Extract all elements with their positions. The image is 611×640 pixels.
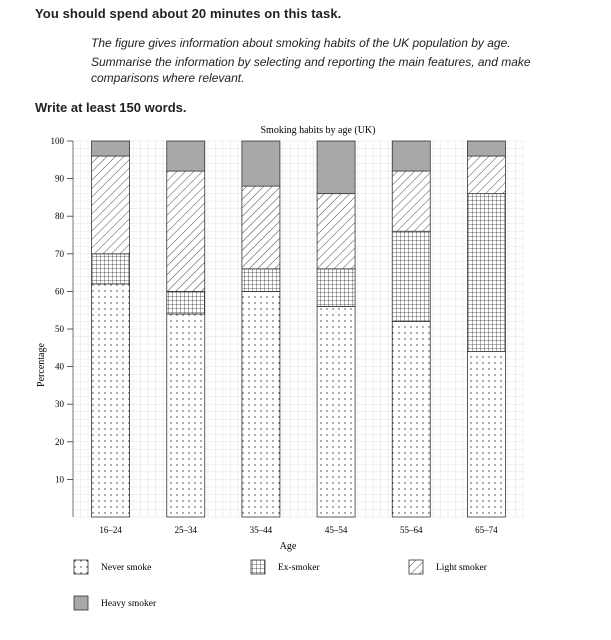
y-axis	[51, 136, 74, 517]
bar-ex-smoker-5	[392, 231, 430, 321]
task-instruction: You should spend about 20 minutes on this task.	[35, 6, 342, 21]
bar-light-smoker-5	[392, 171, 430, 231]
legend-label: Never smoke	[101, 563, 152, 573]
y-tick-label: 60	[55, 286, 64, 297]
bar-heavy-smoker-5	[392, 141, 430, 171]
word-requirement: Write at least 150 words.	[35, 100, 187, 115]
x-tick-label: 65–74	[475, 525, 498, 535]
bar-light-smoker-4	[317, 194, 355, 269]
bar-never-smoke-4	[317, 306, 355, 517]
legend	[74, 560, 488, 610]
y-tick-label: 50	[55, 324, 64, 334]
task-line-1: The figure gives information about smoking habits of the UK population by age.	[91, 36, 511, 50]
chart-title: Smoking habits by age (UK)	[260, 125, 376, 136]
x-tick-label: 16–24	[99, 525, 122, 535]
bar-never-smoke-5	[392, 321, 430, 517]
bar-never-smoke-3	[242, 291, 280, 517]
chart-gridlines	[73, 141, 524, 517]
y-tick-label: 10	[55, 474, 64, 485]
legend-label: Ex-smoker	[278, 563, 320, 573]
bar-light-smoker-6	[467, 156, 505, 194]
x-tick-label: 25–34	[174, 525, 197, 535]
bar-ex-smoker-4	[317, 269, 355, 307]
bar-heavy-smoker-3	[242, 141, 280, 186]
y-tick-label: 40	[55, 361, 64, 372]
bar-ex-smoker-6	[467, 194, 505, 352]
x-axis-ticks	[99, 525, 498, 535]
legend-swatch	[74, 596, 88, 610]
y-tick-label: 70	[55, 248, 64, 259]
bar-light-smoker-2	[167, 171, 205, 291]
bar-ex-smoker-2	[167, 291, 205, 314]
legend-swatch	[74, 560, 88, 574]
bar-heavy-smoker-6	[467, 141, 505, 156]
legend-swatch	[251, 560, 265, 574]
y-axis-label: Percentage	[36, 343, 47, 387]
y-tick-label: 30	[55, 399, 64, 410]
bar-heavy-smoker-4	[317, 141, 355, 194]
bar-never-smoke-2	[167, 314, 205, 517]
bar-heavy-smoker-1	[92, 141, 130, 156]
x-tick-label: 35–44	[249, 525, 273, 535]
bar-ex-smoker-1	[92, 254, 130, 284]
y-tick-label: 100	[50, 136, 64, 146]
y-tick-label: 90	[55, 173, 64, 184]
task-line-2: Summarise the information by selecting and reporting the main features, and make comparisons where relevant.	[91, 55, 531, 85]
x-axis-label: Age	[279, 541, 297, 552]
y-tick-label: 20	[55, 436, 64, 447]
bar-light-smoker-1	[92, 156, 130, 254]
x-tick-label: 45–54	[324, 525, 348, 535]
bar-never-smoke-1	[92, 284, 130, 517]
legend-swatch	[409, 560, 423, 574]
legend-label: Light smoker	[436, 563, 487, 573]
bar-never-smoke-6	[467, 352, 505, 517]
legend-label: Heavy smoker	[101, 599, 157, 609]
x-tick-label: 55–64	[400, 525, 423, 535]
y-tick-label: 80	[55, 211, 64, 222]
bar-ex-smoker-3	[242, 269, 280, 292]
bar-heavy-smoker-2	[167, 141, 205, 171]
bar-light-smoker-3	[242, 186, 280, 269]
